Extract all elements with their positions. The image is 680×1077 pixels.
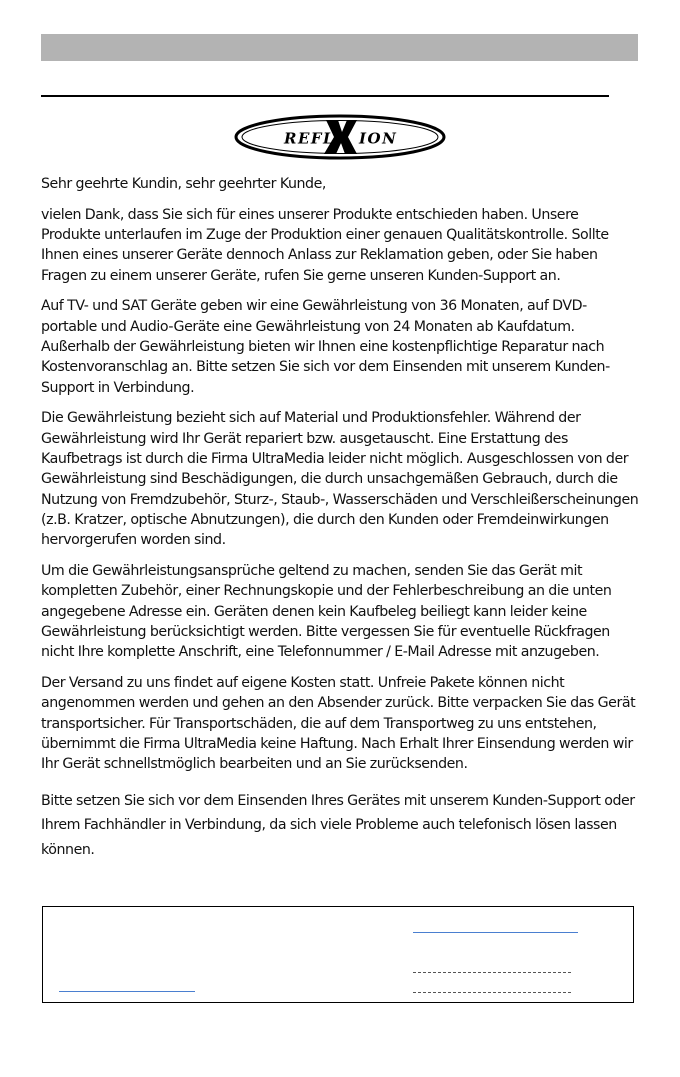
header-rule bbox=[41, 95, 609, 97]
logo-text-right: ION bbox=[359, 129, 398, 148]
paragraph-warranty-scope: Die Gewährleistung bezieht sich auf Material und Produktionsfehler. Während der Gewährleistung wird Ihr Gerät repariert bzw. ausgetauscht. Eine Erstattung des Kaufbetrags ist durch die Firma UltraMedia leider nicht möglich. Ausgeschlossen von der Gewährleistung sind Beschädigungen, die durch unsachgemäßen Gebrauch, durch die Nutzung von Fremdzubehör, Sturz-, Staub-, Wasserschäden und Verschleißerscheinungen (z.B. Kratzer, optische Abnutzungen), die durch den Kunden oder Fremdeinwirkungen hervorgerufen worden sind. bbox=[41, 410, 639, 549]
contact-box bbox=[42, 906, 634, 1003]
contact-field-line-2 bbox=[413, 992, 571, 993]
letter-body bbox=[41, 174, 641, 873]
paragraph-warranty-period: Auf TV- und SAT Geräte geben wir eine Gewährleistung von 36 Monaten, auf DVD-portable und Audio-Geräte eine Gewährleistung von 24 Monaten ab Kaufdatum. Außerhalb der Gewährleistung bieten wir Ihnen eine kostenpflichtige Reparatur nach Kostenvoranschlag an. Bitte setzen Sie sich vor dem Einsenden mit unserem Kunden-Support in Verbindung. bbox=[41, 298, 610, 396]
paragraph-shipping: Der Versand zu uns findet auf eigene Kosten statt. Unfreie Pakete können nicht angenommen werden und gehen an den Absender zurück. Bitte verpacken Sie das Gerät transportsicher. Für Transportschäden, die auf dem Transportweg zu uns entstehen, übernimmt die Firma UltraMedia keine Haftung. Nach Erhalt Ihrer Einsendung werden wir Ihr Gerät schnellstmöglich bearbeiten und an Sie zurücksenden. bbox=[41, 675, 636, 773]
paragraph-intro: vielen Dank, dass Sie sich für eines unserer Produkte entschieden haben. Unsere Produkte unterlaufen im Zuge der Produktion einer genauen Qualitätskontrolle. Sollte Ihnen eines unserer Geräte dennoch Anlass zur Reklamation geben, oder Sie haben Fragen zu einem unserer Geräte, rufen Sie gerne unseren Kunden-Support an. bbox=[41, 206, 609, 284]
logo-text-left: REFLE bbox=[284, 129, 349, 148]
paragraph-closing: Bitte setzen Sie sich vor dem Einsenden Ihres Gerätes mit unserem Kunden-Support oder Ihrem Fachhändler in Verbindung, da sich viele Probleme auch telefonisch lösen lassen können. bbox=[41, 792, 635, 858]
greeting: Sehr geehrte Kundin, sehr geehrter Kunde, bbox=[41, 176, 326, 192]
brand-logo bbox=[234, 114, 446, 160]
contact-link-right[interactable] bbox=[413, 932, 578, 933]
contact-link-left[interactable] bbox=[59, 991, 195, 992]
contact-field-line-1 bbox=[413, 972, 571, 973]
header-band bbox=[41, 34, 638, 61]
paragraph-claims: Um die Gewährleistungsansprüche geltend zu machen, senden Sie das Gerät mit kompletten Zubehör, einer Rechnungskopie und der Fehlerbeschreibung an die unten angegebene Adresse ein. Geräten denen kein Kaufbeleg beiliegt kann leider keine Gewährleistung berücksichtigt werden. Bitte vergessen Sie für eventuelle Rückfragen nicht Ihre komplette Anschrift, eine Telefonnummer / E-Mail Adresse mit anzugeben. bbox=[41, 563, 612, 661]
